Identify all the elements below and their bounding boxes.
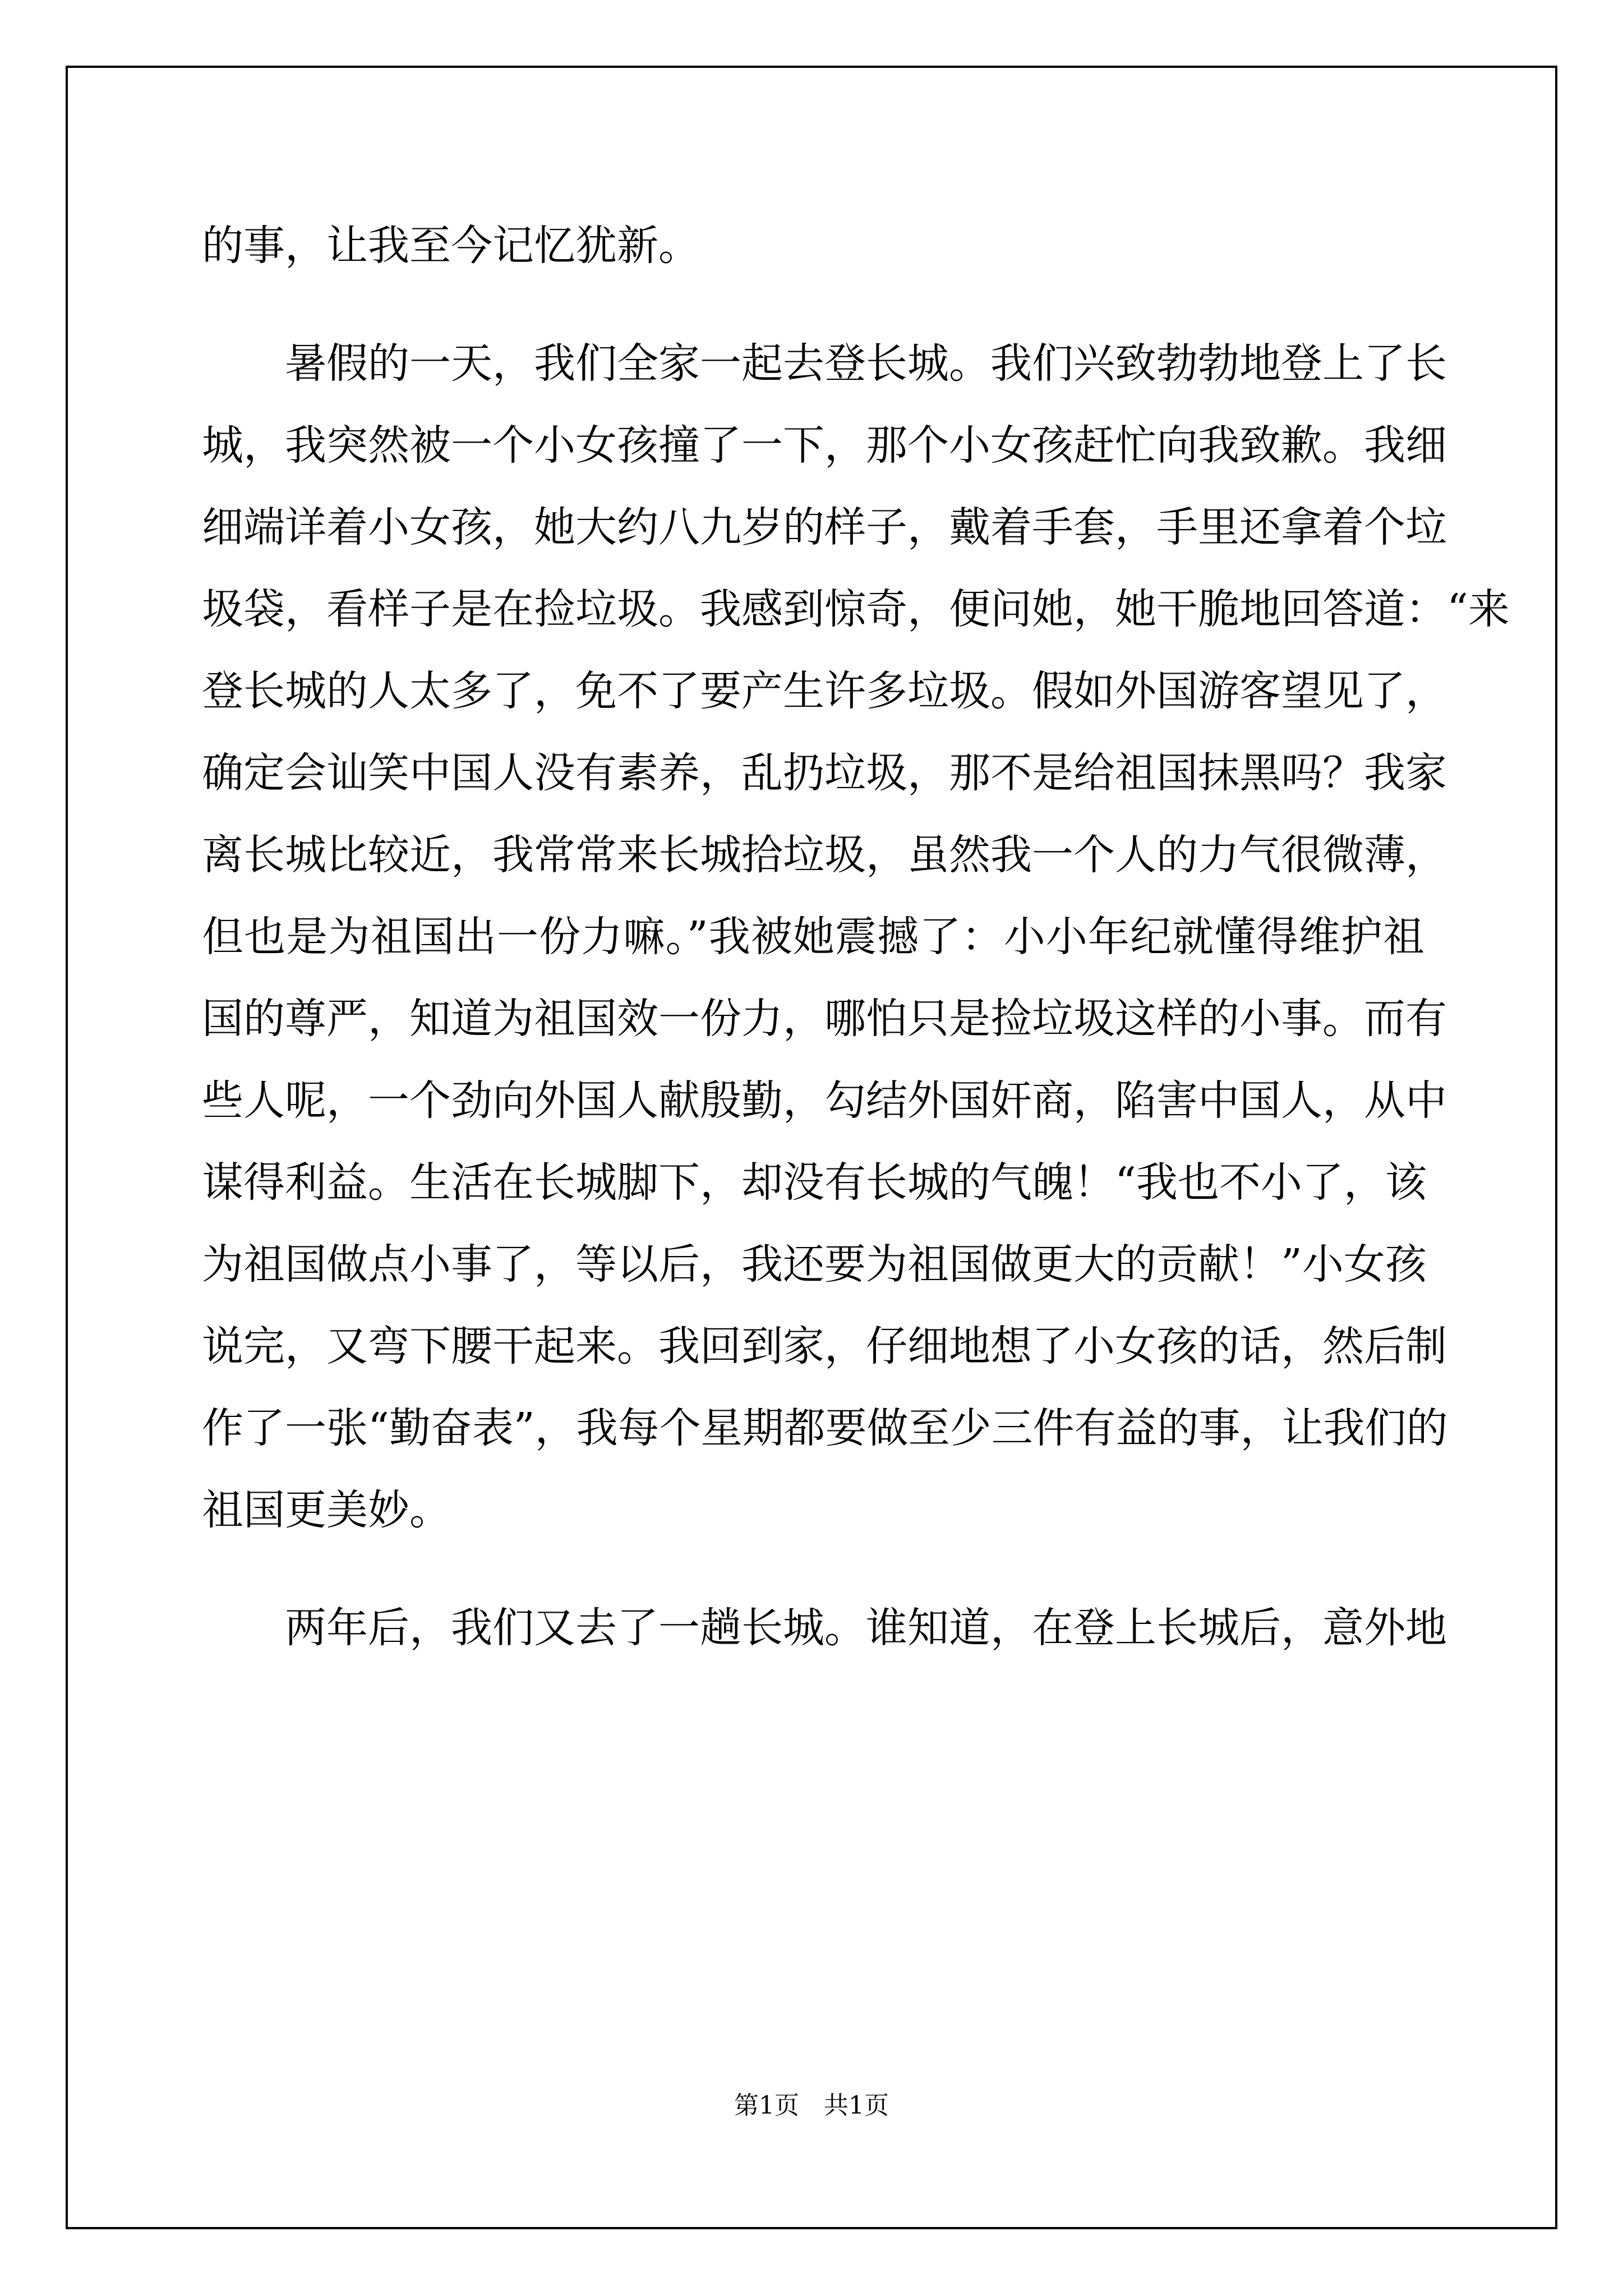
text-line: 圾袋，看样子是在捡垃圾。我感到惊奇，便问她，她干脆地回答道：“来 (202, 585, 1510, 633)
text-line: 说完，又弯下腰干起来。我回到家，仔细地想了小女孩的话，然后制 (202, 1322, 1447, 1370)
text-line: 些人呢，一个劲向外国人献殷勤，勾结外国奸商，陷害中国人，从中 (202, 1076, 1447, 1125)
text-line: 确定会讪笑中国人没有素养，乱扔垃圾，那不是给祖国抹黑吗？我家 (202, 749, 1447, 797)
text-line: 城，我突然被一个小女孩撞了一下，那个小女孩赶忙向我致歉。我细 (202, 421, 1447, 470)
text-line: 但也是为祖国出一份力嘛。”我被她震撼了：小小年纪就懂得维护祖 (202, 913, 1424, 961)
text-line: 作了一张“勤奋表”，我每个星期都要做至少三件有益的事，让我们的 (202, 1404, 1448, 1452)
text-line: 登长城的人太多了，免不了要产生许多垃圾。假如外国游客望见了， (202, 667, 1447, 715)
text-line: 的事，让我至今记忆犹新。 (202, 222, 700, 270)
text-line: 祖国更美妙。 (202, 1486, 451, 1534)
text-line: 细端详着小女孩，她大约八九岁的样子，戴着手套，手里还拿着个垃 (202, 503, 1447, 551)
paragraph-first-line: 两年后，我们又去了一趟长城。谁知道，在登上长城后，意外地 (285, 1604, 1447, 1652)
text-line: 国的尊严，知道为祖国效一份力，哪怕只是捡垃圾这样的小事。而有 (202, 995, 1447, 1043)
paragraph-first-line: 暑假的一天，我们全家一起去登长城。我们兴致勃勃地登上了长 (285, 339, 1447, 388)
text-line: 为祖国做点小事了，等以后，我还要为祖国做更大的贡献！”小女孩 (202, 1240, 1427, 1289)
page-number-footer: 第1页 共1页 (734, 2091, 889, 2120)
text-line: 离长城比较近，我常常来长城拾垃圾，虽然我一个人的力气很微薄， (202, 831, 1447, 879)
text-line: 谋得利益。生活在长城脚下，却没有长城的气魄！“我也不小了，该 (202, 1158, 1427, 1207)
